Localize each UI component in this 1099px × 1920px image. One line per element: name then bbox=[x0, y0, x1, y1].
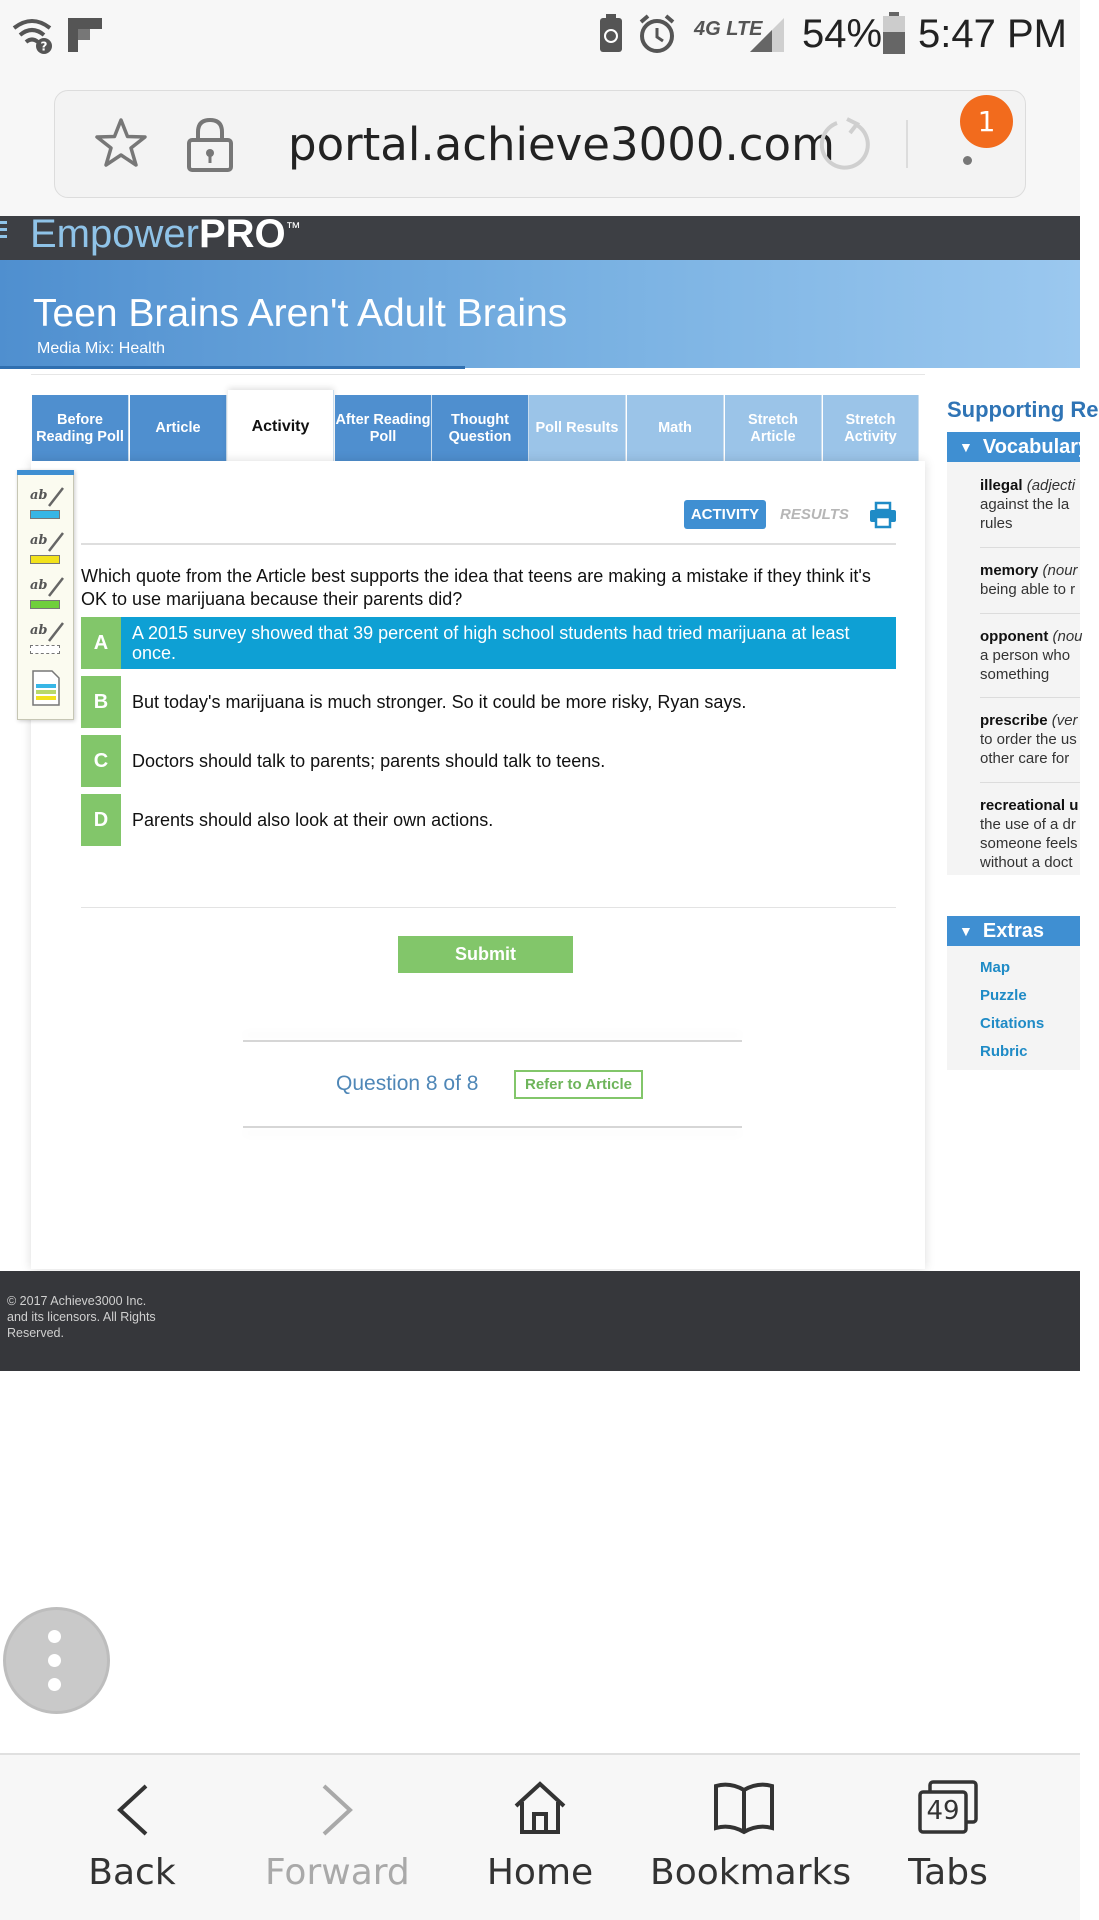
url-text[interactable]: portal.achieve3000.com bbox=[288, 118, 835, 171]
vocab-word: illegal bbox=[980, 477, 1023, 494]
tab-after-reading-poll[interactable]: After Reading Poll bbox=[335, 395, 432, 462]
forward-icon[interactable] bbox=[318, 1782, 358, 1838]
alarm-icon bbox=[637, 14, 677, 54]
extras-link-map[interactable]: Map bbox=[980, 959, 1010, 976]
tab-math[interactable]: Math bbox=[627, 395, 724, 462]
tab-poll-results[interactable]: Poll Results bbox=[529, 395, 626, 462]
collapse-triangle-icon: ▼ bbox=[959, 923, 973, 939]
home-icon[interactable] bbox=[512, 1780, 568, 1836]
bookmark-star-icon[interactable] bbox=[94, 117, 148, 171]
vocab-divider bbox=[980, 547, 1080, 548]
highlight-swatch bbox=[30, 555, 60, 564]
vocab-definition: other care for bbox=[980, 750, 1070, 767]
copyright-text: © 2017 Achieve3000 Inc. and its licensors. All Rights Reserved. bbox=[7, 1294, 156, 1340]
vocab-definition: someone feels bbox=[980, 835, 1078, 852]
clock: 5:47 PM bbox=[918, 12, 1067, 56]
vocabulary-header[interactable] bbox=[947, 432, 1090, 462]
vocab-definition: against the la bbox=[980, 496, 1070, 513]
vocab-definition: the use of a dr bbox=[980, 816, 1076, 833]
notification-badge[interactable]: 1 bbox=[960, 95, 1013, 148]
menu-dot-icon bbox=[48, 1654, 61, 1667]
notes-icon[interactable] bbox=[32, 670, 60, 706]
overflow-menu-icon[interactable] bbox=[963, 156, 972, 165]
card-divider bbox=[81, 543, 896, 545]
submit-button[interactable]: Submit bbox=[398, 936, 573, 973]
pencil-icon bbox=[46, 621, 66, 643]
battery-icon bbox=[882, 12, 906, 56]
annotation-toolbar-handle[interactable] bbox=[17, 470, 74, 475]
highlight-swatch bbox=[30, 645, 60, 654]
vocab-item[interactable] bbox=[980, 711, 1080, 768]
vocab-definition: a person who bbox=[980, 647, 1071, 664]
vocab-item[interactable] bbox=[980, 561, 1080, 599]
vocab-divider bbox=[980, 782, 1080, 783]
extras-header[interactable] bbox=[947, 916, 1080, 946]
vocab-item[interactable] bbox=[980, 796, 1080, 872]
answer-option-d[interactable] bbox=[81, 794, 896, 846]
pencil-icon bbox=[46, 531, 66, 553]
vocab-divider bbox=[980, 697, 1080, 698]
results-toggle[interactable]: RESULTS bbox=[780, 506, 849, 523]
battery-saver-icon bbox=[598, 14, 624, 54]
article-title: Teen Brains Aren't Adult Brains bbox=[33, 292, 568, 335]
vocab-item[interactable] bbox=[980, 627, 1083, 684]
bookmarks-button[interactable]: Bookmarks bbox=[650, 1852, 852, 1893]
extras-link-citations[interactable]: Citations bbox=[980, 1015, 1045, 1032]
vocab-pos: (adjecti bbox=[1026, 477, 1076, 494]
brand-logo[interactable] bbox=[30, 212, 301, 257]
header-divider bbox=[31, 374, 925, 375]
activity-toggle[interactable]: ACTIVITY bbox=[684, 500, 766, 529]
tabs-button[interactable]: Tabs bbox=[908, 1852, 988, 1893]
battery-percent: 54% bbox=[802, 12, 883, 56]
signal-icon bbox=[748, 16, 786, 54]
tool-label: ab bbox=[30, 488, 48, 503]
vocab-definition: without a doct bbox=[980, 854, 1073, 871]
option-text: Doctors should talk to parents; parents should talk to teens. bbox=[132, 751, 606, 771]
banner-underline bbox=[0, 366, 465, 369]
tool-label: ab bbox=[30, 578, 48, 593]
highlight-swatch bbox=[30, 600, 60, 609]
print-icon[interactable] bbox=[868, 500, 898, 530]
forward-button[interactable]: Forward bbox=[265, 1852, 410, 1893]
brand-trademark: ™ bbox=[285, 219, 301, 237]
brand-light: Empower bbox=[30, 212, 199, 256]
pencil-icon bbox=[46, 576, 66, 598]
answer-option-a[interactable] bbox=[81, 617, 896, 669]
menu-icon[interactable] bbox=[0, 221, 8, 241]
flipboard-icon bbox=[68, 18, 102, 52]
option-letter: C bbox=[81, 735, 121, 787]
refer-to-article-button[interactable]: Refer to Article bbox=[514, 1070, 643, 1099]
floating-menu-button[interactable] bbox=[3, 1607, 110, 1714]
toolbar-divider bbox=[906, 120, 908, 168]
vocab-word: recreational u bbox=[980, 797, 1079, 814]
tab-thought-question[interactable]: Thought Question bbox=[432, 395, 529, 462]
vocab-definition: rules bbox=[980, 515, 1013, 532]
question-text: Which quote from the Article best supports the idea that teens are making a mistake if they think it's OK to use marijuana because their parents did? bbox=[81, 566, 871, 609]
collapse-triangle-icon: ▼ bbox=[959, 439, 973, 455]
vocab-definition: something bbox=[980, 666, 1050, 683]
question-counter: Question 8 of 8 bbox=[336, 1072, 479, 1095]
highlight-swatch bbox=[30, 510, 60, 519]
option-text: Parents should also look at their own actions. bbox=[132, 810, 494, 830]
answer-option-b[interactable] bbox=[81, 676, 896, 728]
vocab-pos: (nou bbox=[1052, 628, 1083, 645]
option-letter: D bbox=[81, 794, 121, 846]
pencil-icon bbox=[46, 486, 66, 508]
supporting-resources-title: Supporting Re bbox=[947, 397, 1099, 422]
back-icon[interactable] bbox=[112, 1782, 152, 1838]
option-letter: A bbox=[81, 617, 121, 669]
vocab-word: memory bbox=[980, 562, 1039, 579]
back-button[interactable]: Back bbox=[88, 1852, 176, 1893]
question-nav-bottom-rule bbox=[243, 1126, 742, 1128]
option-letter: B bbox=[81, 676, 121, 728]
network-type: 4G LTE bbox=[694, 18, 763, 40]
tool-label: ab bbox=[30, 533, 48, 548]
bookmarks-icon[interactable] bbox=[712, 1780, 776, 1836]
vocab-pos: (ver bbox=[1051, 712, 1078, 729]
lock-icon[interactable] bbox=[186, 116, 234, 172]
tab-stretch-activity[interactable]: Stretch Activity bbox=[823, 395, 919, 462]
tab-article[interactable]: Article bbox=[130, 395, 227, 462]
card-divider bbox=[81, 907, 896, 908]
option-text: A 2015 survey showed that 39 percent of high school students had tried marijuana at least once. bbox=[132, 623, 850, 663]
option-text: But today's marijuana is much stronger. So it could be more risky, Ryan says. bbox=[132, 692, 747, 712]
wifi-icon bbox=[12, 16, 52, 54]
vocab-item[interactable] bbox=[980, 476, 1080, 533]
extras-title: Extras bbox=[982, 919, 1045, 942]
tab-stretch-article[interactable]: Stretch Article bbox=[725, 395, 822, 462]
vocab-word: prescribe bbox=[980, 712, 1048, 729]
brand-bold: PRO bbox=[198, 212, 286, 256]
extras-link-rubric[interactable]: Rubric bbox=[980, 1043, 1028, 1060]
extras-link-puzzle[interactable]: Puzzle bbox=[980, 987, 1027, 1004]
reload-icon[interactable] bbox=[817, 116, 875, 174]
svg-text:?: ? bbox=[40, 39, 48, 54]
tab-activity[interactable]: Activity bbox=[228, 390, 334, 462]
question-nav-top-rule bbox=[243, 1040, 742, 1042]
answer-option-c[interactable] bbox=[81, 735, 896, 787]
vocab-definition: to order the us bbox=[980, 731, 1077, 748]
vocab-divider bbox=[980, 613, 1080, 614]
browser-bottom-nav bbox=[0, 1753, 1080, 1920]
tab-count: 49 bbox=[926, 1796, 960, 1826]
home-button[interactable]: Home bbox=[486, 1852, 594, 1893]
vocabulary-title: Vocabulary bbox=[982, 435, 1090, 458]
menu-dot-icon bbox=[48, 1678, 61, 1691]
vocab-word: opponent bbox=[980, 628, 1049, 645]
menu-dot-icon bbox=[48, 1630, 61, 1643]
media-mix-label: Media Mix: Health bbox=[37, 340, 166, 357]
vocab-pos: (nour bbox=[1042, 562, 1078, 579]
tool-label: ab bbox=[30, 623, 48, 638]
vocab-definition: being able to r bbox=[980, 581, 1076, 598]
tab-before-reading-poll[interactable]: Before Reading Poll bbox=[32, 395, 129, 462]
